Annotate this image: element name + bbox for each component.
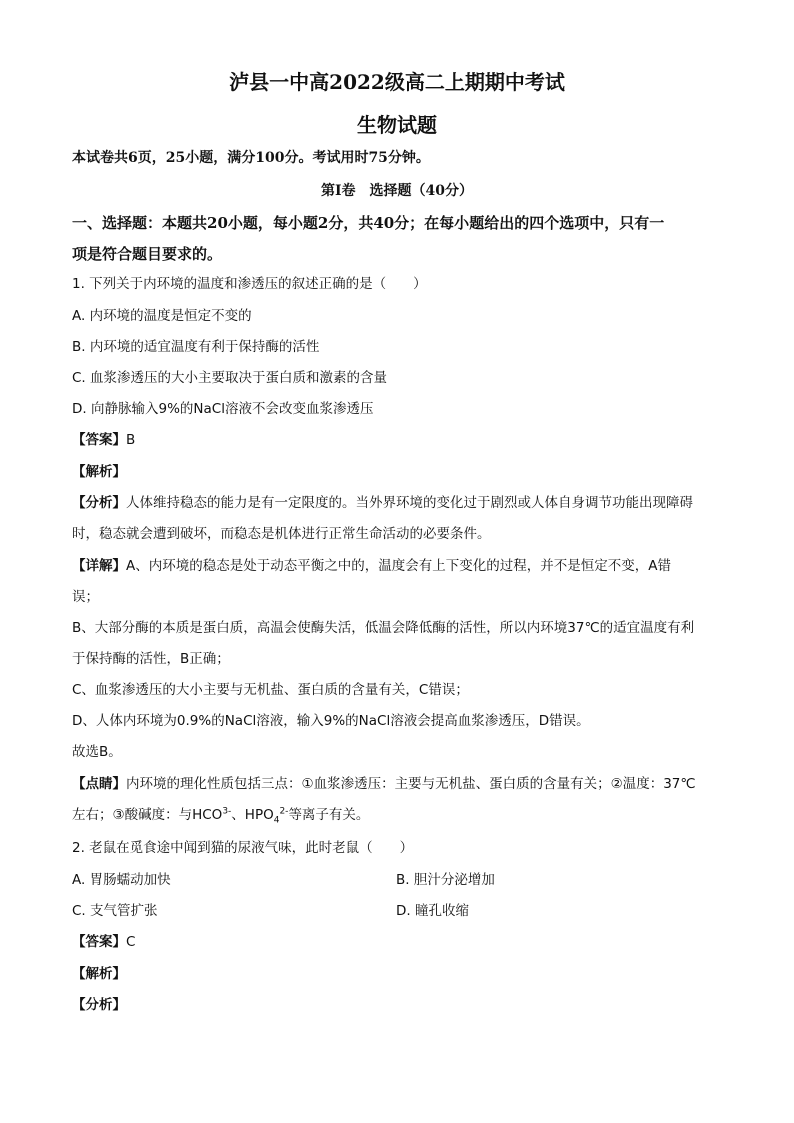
answer-label: 【答案】 xyxy=(72,432,126,448)
subscript-4: 4 xyxy=(273,815,280,826)
exam-intro: 本试卷共6页，25小题，满分100分。考试用时75分钟。 xyxy=(72,150,430,166)
q1-dianjing-line-2 xyxy=(72,805,722,825)
q1-analysis-label: 【解析】 xyxy=(72,464,126,480)
q1-xiangjie-a2: 误； xyxy=(72,589,99,605)
q1-option-c: C. 血浆渗透压的大小主要取决于蛋白质和激素的含量 xyxy=(72,370,388,386)
instructions-line-2: 项是符合题目要求的。 xyxy=(72,245,223,263)
q2-option-a: A. 胃肠蠕动加快 xyxy=(72,872,171,888)
q1-xiangjie-c: C、血浆渗透压的大小主要与无机盐、蛋白质的含量有关，C错误； xyxy=(72,682,469,698)
exam-title: 泸县一中高2022级高二上期期中考试 xyxy=(229,70,565,94)
answer-value: C xyxy=(126,934,136,950)
q2-option-c: C. 支气管扩张 xyxy=(72,903,158,919)
q1-xiangjie-b2: 于保持酶的活性，B正确； xyxy=(72,651,230,667)
charge-sup-1: 3- xyxy=(222,806,232,817)
xiangjie-a-text: A、内环境的稳态是处于动态平衡之中的，温度会有上下变化的过程，并不是恒定不变，A错 xyxy=(126,558,671,574)
q1-fenxi-line-1 xyxy=(72,493,722,513)
q1-option-a: A. 内环境的温度是恒定不变的 xyxy=(72,308,252,324)
q2-option-d: D. 瞳孔收缩 xyxy=(396,903,469,919)
q1-option-d: D. 向静脉输入9%的NaCl溶液不会改变血浆渗透压 xyxy=(72,401,374,417)
section-heading: 第Ⅰ卷 选择题（40分） xyxy=(320,183,474,199)
q1-option-b: B. 内环境的适宜温度有利于保持酶的活性 xyxy=(72,339,320,355)
dianjing-label: 【点睛】 xyxy=(72,776,126,792)
q2-options-row-1 xyxy=(72,870,722,890)
q1-stem: 1. 下列关于内环境的温度和渗透压的叙述正确的是（ ） xyxy=(72,276,427,292)
subject-title: 生物试题 xyxy=(357,113,437,137)
dianjing-mid: 、HPO xyxy=(231,807,274,823)
q1-xiangjie-d: D、人体内环境为0.9%的NaCl溶液，输入9%的NaCl溶液会提高血浆渗透压，D错误。 xyxy=(72,713,590,729)
q2-options-row-2 xyxy=(72,901,722,921)
instructions-line-1: 一、选择题：本题共20小题，每小题2分，共40分；在每小题给出的四个选项中，只有一 xyxy=(72,214,665,232)
q2-analysis-label: 【解析】 xyxy=(72,966,126,982)
dianjing-post: 等离子有关。 xyxy=(288,807,370,823)
charge-sup-2: 2- xyxy=(279,806,289,817)
answer-value: B xyxy=(126,432,136,448)
fenxi-label: 【分析】 xyxy=(72,495,126,511)
q1-fenxi-line-2: 时，稳态就会遭到破坏，而稳态是机体进行正常生命活动的必要条件。 xyxy=(72,526,491,542)
q1-xiangjie-a1 xyxy=(72,556,722,576)
xiangjie-label: 【详解】 xyxy=(72,558,126,574)
dianjing-pre: 左右；③酸碱度：与HCO xyxy=(72,807,223,823)
q1-answer xyxy=(72,430,722,450)
q2-option-b: B. 胆汁分泌增加 xyxy=(396,872,495,888)
q1-dianjing-line-1 xyxy=(72,774,722,794)
q1-conclusion: 故选B。 xyxy=(72,744,122,760)
q2-answer xyxy=(72,932,722,952)
answer-label: 【答案】 xyxy=(72,934,126,950)
q2-stem: 2. 老鼠在觅食途中闻到猫的尿液气味，此时老鼠（ ） xyxy=(72,840,414,856)
q2-fenxi-label: 【分析】 xyxy=(72,997,126,1013)
fenxi-text: 人体维持稳态的能力是有一定限度的。当外界环境的变化过于剧烈或人体自身调节功能出现障碍 xyxy=(126,495,693,511)
dianjing-text: 内环境的理化性质包括三点：①血浆渗透压：主要与无机盐、蛋白质的含量有关；②温度：37℃ xyxy=(126,776,696,792)
q1-xiangjie-b1: B、大部分酶的本质是蛋白质，高温会使酶失活，低温会降低酶的活性，所以内环境37℃的适宜温度有利 xyxy=(72,620,695,636)
